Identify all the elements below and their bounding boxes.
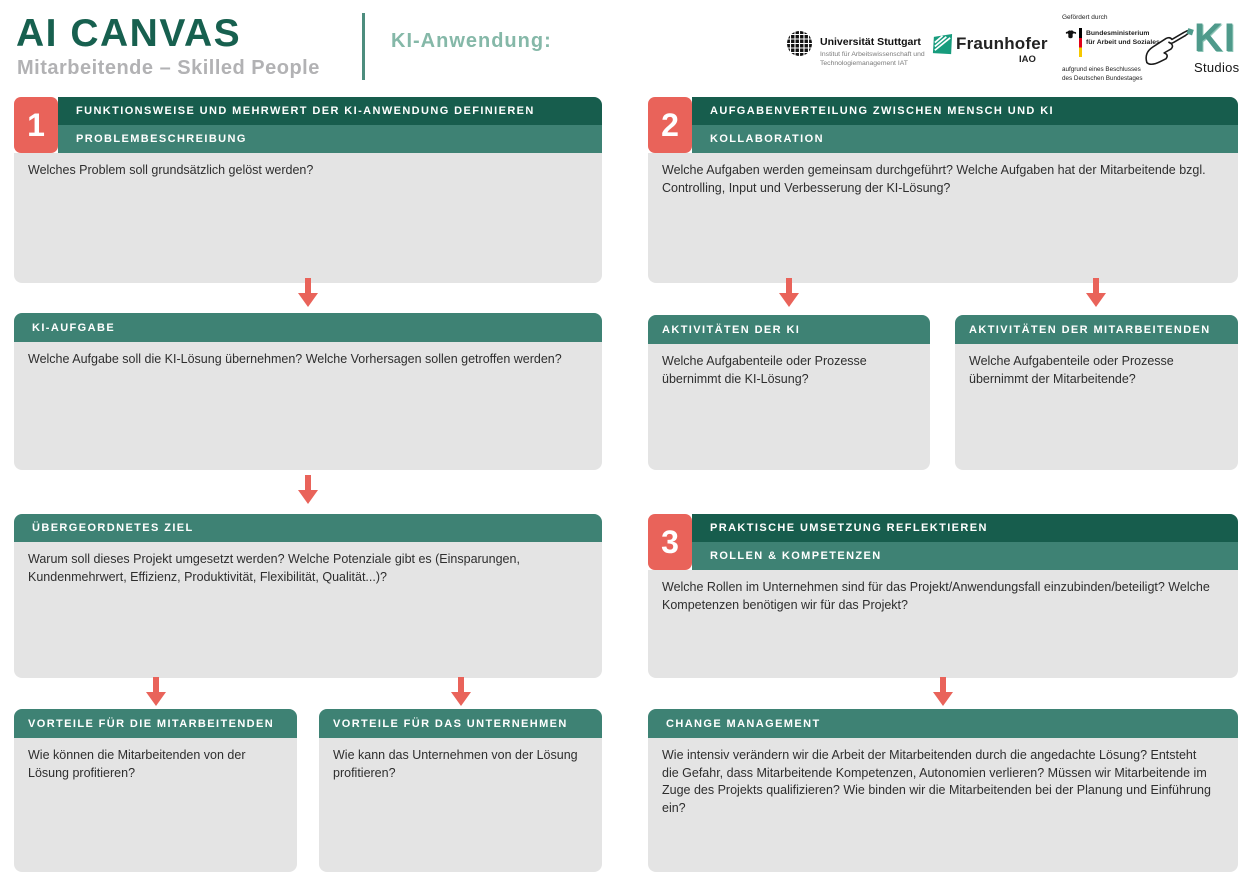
- problembeschreibung-field: Welches Problem soll grundsätzlich gelöst werden?: [14, 153, 602, 283]
- down-arrow-icon: [931, 677, 955, 707]
- fraunhofer-mark-icon: [931, 33, 954, 56]
- vorteile-mitarbeitende-box: [14, 709, 297, 872]
- section-2-number: 2: [661, 106, 679, 143]
- down-arrow-icon: [1084, 278, 1108, 308]
- section-2-title-bar: AUFGABENVERTEILUNG ZWISCHEN MENSCH UND KI: [692, 97, 1238, 125]
- vorteile-unternehmen-box: [319, 709, 602, 872]
- fraunhofer-iao-label: IAO: [1019, 54, 1036, 65]
- down-arrow-icon: [777, 278, 801, 308]
- bmas-funded-by: Gefördert durch: [1062, 14, 1108, 21]
- uni-stuttgart-sub-line1: Institut für Arbeitswissenschaft und: [820, 51, 925, 58]
- section-1-subtitle-bar: PROBLEMBESCHREIBUNG: [58, 125, 602, 153]
- ki-aufgabe-title-bar: KI-AUFGABE: [14, 313, 602, 342]
- bmas-note-line2: des Deutschen Bundestages: [1062, 74, 1143, 82]
- german-flag-stripe: [1079, 28, 1082, 57]
- vorteile-mitarbeitende-field: Wie können die Mitarbeitenden von der Lösung profitieren?: [14, 738, 297, 872]
- bmas-name-line2: für Arbeit und Soziales: [1086, 39, 1160, 47]
- uni-stuttgart-sub-line2: Technologiemanagement IAT: [820, 60, 908, 68]
- section-2-subtitle-bar: KOLLABORATION: [692, 125, 1238, 153]
- section-1-title-bar: FUNKTIONSWEISE UND MEHRWERT DER KI-ANWENDUNG DEFINIEREN: [58, 97, 602, 125]
- uni-stuttgart-name: Universität Stuttgart: [820, 36, 921, 48]
- fraunhofer-logo: [931, 32, 1048, 72]
- ziel-box: [14, 514, 602, 678]
- ziel-title-bar: ÜBERGEORDNETES ZIEL: [14, 514, 602, 542]
- section-1-number-badge: [14, 97, 58, 153]
- section-3: [648, 514, 1238, 678]
- change-management-title-bar: CHANGE MANAGEMENT: [648, 709, 1238, 738]
- fraunhofer-name: Fraunhofer: [956, 34, 1048, 53]
- vorteile-mitarbeitende-title-bar: VORTEILE FÜR DIE MITARBEITENDEN: [14, 709, 297, 738]
- uni-stuttgart-mark-icon: [786, 30, 813, 57]
- drawing-hand-icon: [1141, 24, 1197, 76]
- page-subtitle: Mitarbeitende – Skilled People: [17, 57, 320, 79]
- aktivitaeten-mitarbeitende-box: [955, 315, 1238, 470]
- rollen-kompetenzen-field: Welche Rollen im Unternehmen sind für das Projekt/Anwendungsfall einzubinden/beteiligt? Welche Kompetenzen benötigen wir für das Projekt?: [648, 570, 1238, 678]
- vorteile-unternehmen-field: Wie kann das Unternehmen von der Lösung profitieren?: [319, 738, 602, 872]
- bmas-name-line1: Bundesministerium: [1086, 30, 1150, 37]
- section-3-number-badge: [648, 514, 692, 570]
- change-management-field: Wie intensiv verändern wir die Arbeit der Mitarbeitenden durch die angedachte Lösung? Entsteht die Gefahr, dass Mitarbeitende Kompetenzen, Autonomien verlieren? Müssen wir Mitarbeitende im Zuge des Projekts qualifizieren? Wie binden wir die Mitarbeitenden bei der Planung und Einführung ein?: [648, 738, 1238, 872]
- ki-studios-logo: [1141, 16, 1247, 80]
- aktivitaeten-ki-box: [648, 315, 930, 470]
- page-title: AI CANVAS: [16, 12, 242, 55]
- aktivitaeten-ki-field: Welche Aufgabenteile oder Prozesse übernimmt die KI-Lösung?: [648, 344, 930, 470]
- ki-aufgabe-field: Welche Aufgabe soll die KI-Lösung übernehmen? Welche Vorhersagen sollen getroffen werden?: [14, 342, 602, 470]
- federal-eagle-icon: [1064, 28, 1077, 41]
- section-2: [648, 97, 1238, 283]
- section-3-subtitle-bar: ROLLEN & KOMPETENZEN: [692, 542, 1238, 570]
- aktivitaeten-ki-title-bar: AKTIVITÄTEN DER KI: [648, 315, 930, 344]
- aktivitaeten-mitarbeitende-title-bar: AKTIVITÄTEN DER MITARBEITENDEN: [955, 315, 1238, 344]
- section-2-number-badge: [648, 97, 692, 153]
- down-arrow-icon: [144, 677, 168, 707]
- down-arrow-icon: [449, 677, 473, 707]
- ki-studios-wordmark: KI: [1194, 16, 1236, 60]
- ki-aufgabe-box: [14, 313, 602, 470]
- down-arrow-icon: [296, 475, 320, 505]
- down-arrow-icon: [296, 278, 320, 308]
- ki-studios-sub: Studios: [1194, 60, 1240, 75]
- section-3-title-bar: PRAKTISCHE UMSETZUNG REFLEKTIEREN: [692, 514, 1238, 542]
- ki-anwendung-label: KI-Anwendung:: [391, 30, 552, 52]
- ziel-field: Warum soll dieses Projekt umgesetzt werden? Welche Potenziale gibt es (Einsparungen, Kundenmehrwert, Effizienz, Produktivität, Flexibilität, Qualität...)?: [14, 542, 602, 678]
- vorteile-unternehmen-title-bar: VORTEILE FÜR DAS UNTERNEHMEN: [319, 709, 602, 738]
- uni-stuttgart-logo: [786, 30, 925, 68]
- kollaboration-field: Welche Aufgaben werden gemeinsam durchgeführt? Welche Aufgaben hat der Mitarbeitende bzgl. Controlling, Input und Verbesserung der KI-Lösung?: [648, 153, 1238, 283]
- aktivitaeten-mitarbeitende-field: Welche Aufgabenteile oder Prozesse übernimmt der Mitarbeitende?: [955, 344, 1238, 470]
- section-1: [14, 97, 602, 283]
- section-3-number: 3: [661, 523, 679, 560]
- header-divider: [362, 13, 365, 80]
- change-management-box: [648, 709, 1238, 872]
- bmas-note-line1: aufgrund eines Beschlusses: [1062, 66, 1141, 73]
- section-1-number: 1: [27, 106, 45, 143]
